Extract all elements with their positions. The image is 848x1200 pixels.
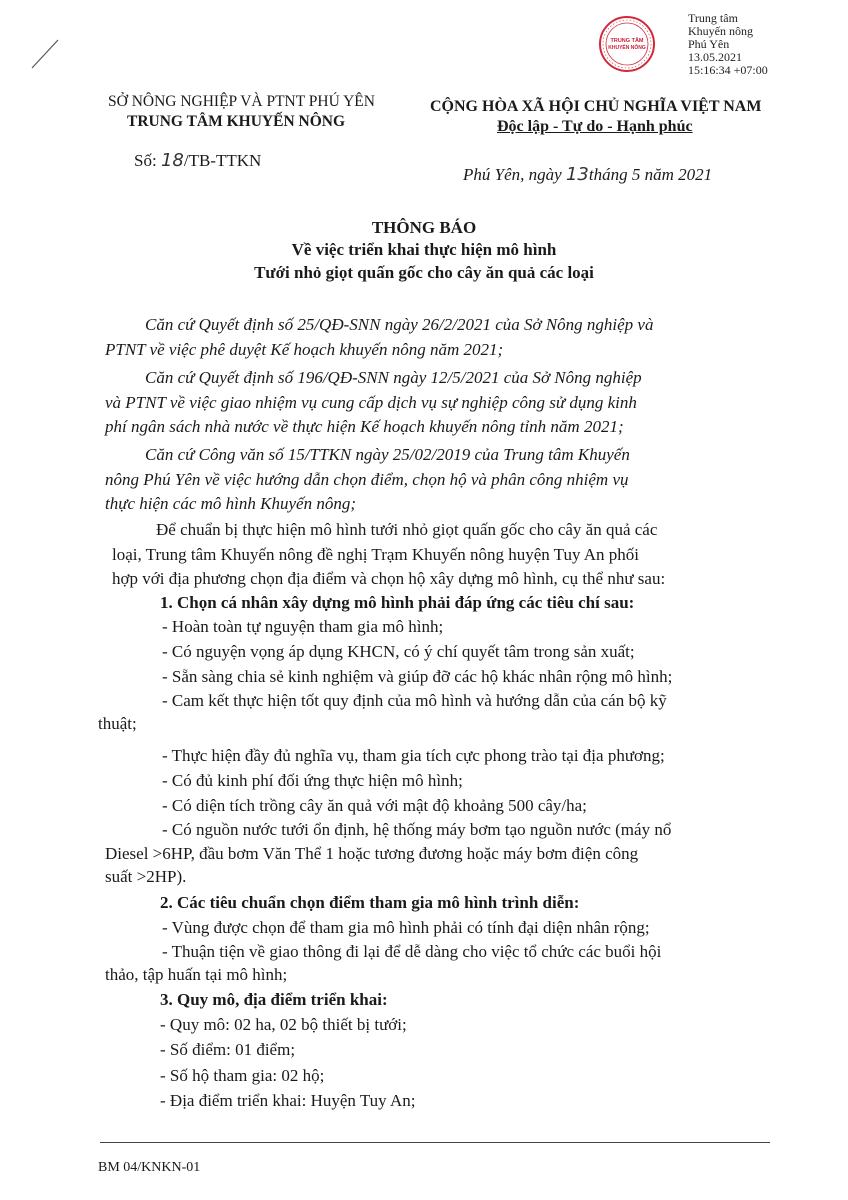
intro-line-2: loại, Trung tâm Khuyến nông đề nghị Trạm Khuyến nông huyện Tuy An phối xyxy=(112,545,640,564)
signature-date: 13.05.2021 xyxy=(688,50,742,64)
section-2-item-2-cont: thảo, tập huấn tại mô hình; xyxy=(105,965,288,984)
section-1-item-8-cont-2: suất >2HP). xyxy=(105,867,187,886)
seal-stamp-icon xyxy=(597,14,657,74)
basis-3-line-2: nông Phú Yên về việc hướng dẫn chọn điểm, chọn hộ và phân công nhiệm vụ xyxy=(105,470,629,489)
section-1-item-7: - Có diện tích trồng cây ăn quả với mật độ khoảng 500 cây/ha; xyxy=(162,796,587,815)
date-prefix: Phú Yên, ngày xyxy=(463,165,562,184)
section-1-item-4: - Cam kết thực hiện tốt quy định của mô hình và hướng dẫn của cán bộ kỹ xyxy=(162,691,667,710)
section-1-heading: 1. Chọn cá nhân xây dựng mô hình phải đáp ứng các tiêu chí sau: xyxy=(160,593,635,612)
svg-text:KHUYẾN NÔNG: KHUYẾN NÔNG xyxy=(608,45,646,51)
doc-number-suffix: /TB-TTKN xyxy=(183,151,262,170)
title-sub-1: Về việc triển khai thực hiện mô hình xyxy=(291,240,557,259)
section-2-heading: 2. Các tiêu chuẩn chọn điểm tham gia mô hình trình diễn: xyxy=(160,893,580,912)
section-1-item-6: - Có đủ kinh phí đối ứng thực hiện mô hình; xyxy=(162,771,463,790)
signature-time: 15:16:34 +07:00 xyxy=(688,63,768,77)
section-2-item-2: - Thuận tiện về giao thông đi lại để dễ dàng cho việc tổ chức các buổi hội xyxy=(162,942,662,961)
section-3-item-3: - Số hộ tham gia: 02 hộ; xyxy=(160,1066,325,1085)
doc-number-value: 18 xyxy=(160,150,184,171)
signature-line-1: Trung tâm xyxy=(688,11,738,25)
doc-number-label: Số: xyxy=(134,151,157,170)
basis-2-line-3: phí ngân sách nhà nước về thực hiện Kế hoạch khuyến nông tỉnh năm 2021; xyxy=(105,417,624,436)
svg-text:TRUNG TÂM: TRUNG TÂM xyxy=(610,38,644,44)
section-1-item-5: - Thực hiện đầy đủ nghĩa vụ, tham gia tích cực phong trào tại địa phương; xyxy=(162,746,665,765)
signature-line-2: Khuyến nông xyxy=(688,24,753,38)
date-suffix: tháng 5 năm 2021 xyxy=(588,165,713,184)
basis-1-line-1: Căn cứ Quyết định số 25/QĐ-SNN ngày 26/2/2021 của Sở Nông nghiệp và xyxy=(145,315,654,334)
intro-line-1: Để chuẩn bị thực hiện mô hình tưới nhỏ giọt quấn gốc cho cây ăn quả các xyxy=(156,520,658,539)
digital-signature-block xyxy=(688,12,768,77)
form-code: BM 04/KNKN-01 xyxy=(98,1160,201,1175)
section-3-item-2: - Số điểm: 01 điểm; xyxy=(160,1040,296,1059)
country-name: CỘNG HÒA XÃ HỘI CHỦ NGHĨA VIỆT NAM xyxy=(430,98,762,115)
footer-divider xyxy=(100,1142,770,1143)
basis-1-line-2: PTNT về việc phê duyệt Kế hoạch khuyến nông năm 2021; xyxy=(105,340,504,359)
date-day: 13 xyxy=(565,164,589,185)
basis-3-line-1: Căn cứ Công văn số 15/TTKN ngày 25/02/2019 của Trung tâm Khuyến xyxy=(145,445,630,464)
signature-line-3: Phú Yên xyxy=(688,37,730,51)
section-1-item-8: - Có nguồn nước tưới ổn định, hệ thống máy bơm tạo nguồn nước (máy nổ xyxy=(162,820,672,839)
issue-date xyxy=(463,164,712,185)
section-1-item-4-cont: thuật; xyxy=(98,714,137,733)
section-1-item-3: - Sẵn sàng chia sẻ kinh nghiệm và giúp đỡ các hộ khác nhân rộng mô hình; xyxy=(162,667,673,686)
section-3-item-4: - Địa điểm triển khai: Huyện Tuy An; xyxy=(160,1091,416,1110)
section-3-heading: 3. Quy mô, địa điểm triển khai: xyxy=(160,990,388,1009)
section-1-item-2: - Có nguyện vọng áp dụng KHCN, có ý chí quyết tâm trong sản xuất; xyxy=(162,642,635,661)
basis-3-line-3: thực hiện các mô hình Khuyến nông; xyxy=(105,494,356,513)
section-1-item-1: - Hoàn toàn tự nguyện tham gia mô hình; xyxy=(162,617,444,636)
section-1-item-8-cont-1: Diesel >6HP, đầu bơm Văn Thể 1 hoặc tương đương hoặc máy bơm điện công xyxy=(105,844,639,863)
section-3-item-1: - Quy mô: 02 ha, 02 bộ thiết bị tưới; xyxy=(160,1015,407,1034)
title-main: THÔNG BÁO xyxy=(371,218,477,237)
scan-mark-icon xyxy=(30,38,60,70)
org-parent: SỞ NÔNG NGHIỆP VÀ PTNT PHÚ YÊN xyxy=(108,93,375,110)
basis-2-line-2: và PTNT về việc giao nhiệm vụ cung cấp dịch vụ sự nghiệp công sử dụng kinh xyxy=(105,393,637,412)
intro-line-3: hợp với địa phương chọn địa điểm và chọn hộ xây dựng mô hình, cụ thể như sau: xyxy=(112,569,666,588)
doc-number xyxy=(134,150,261,171)
motto: Độc lập - Tự do - Hạnh phúc xyxy=(497,118,693,135)
org-name: TRUNG TÂM KHUYẾN NÔNG xyxy=(127,113,346,130)
title-sub-2: Tưới nhỏ giọt quấn gốc cho cây ăn quả các loại xyxy=(254,263,594,282)
section-2-item-1: - Vùng được chọn để tham gia mô hình phải có tính đại diện nhân rộng; xyxy=(162,918,650,937)
basis-2-line-1: Căn cứ Quyết định số 196/QĐ-SNN ngày 12/5/2021 của Sở Nông nghiệp xyxy=(145,368,642,387)
